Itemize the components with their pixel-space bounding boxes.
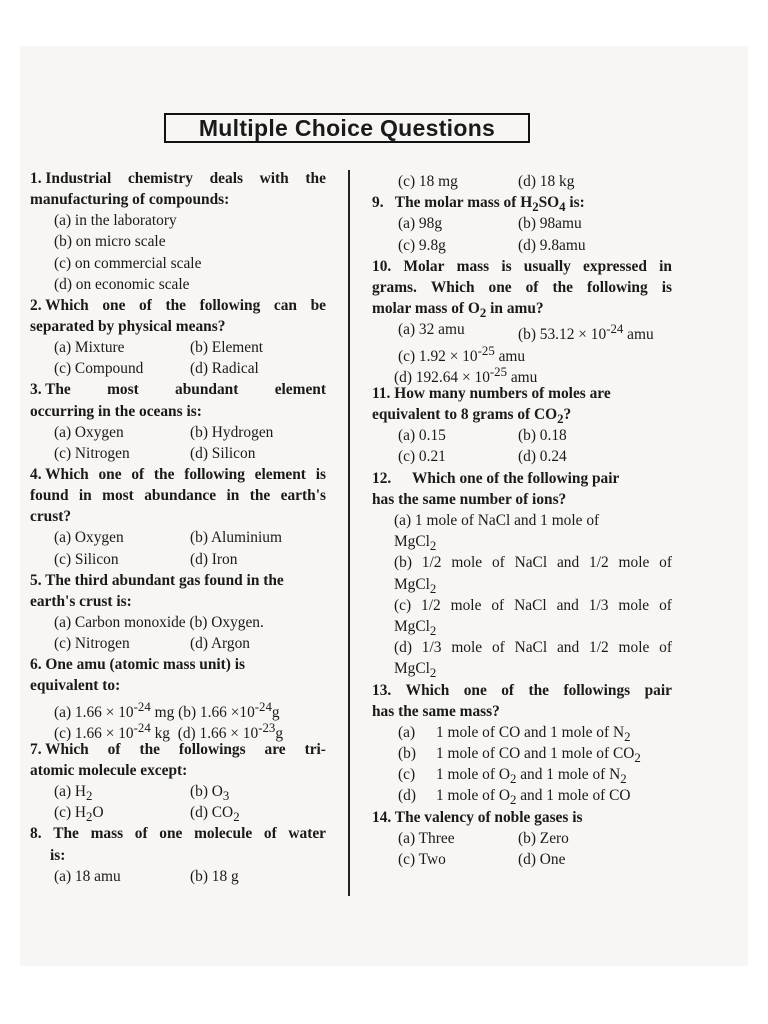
option-b: (b) 98amu (518, 215, 582, 233)
question-7: 7. Which of the followings are tri- (30, 740, 326, 758)
question-13: 13. Which one of the followings pair (372, 681, 672, 699)
option-a-cont: MgCl$_2$ (394, 533, 437, 554)
option-c: (c) 0.21 (398, 448, 446, 466)
question-10: 10. Molar mass is usually expressed in (372, 257, 672, 275)
option-b: (b) Hydrogen (190, 423, 274, 441)
option-d: (d) Radical (190, 360, 259, 378)
question-12: 12. Which one of the following pair (372, 469, 620, 487)
option-c: (c) 9.8g (398, 236, 446, 254)
question-5: 5. The third abundant gas found in the (30, 571, 284, 589)
option-row (30, 549, 326, 570)
option-b: (b) $53.12 \times 10^{-24}$ amu (518, 322, 654, 344)
option-d: (d) 1/3 mole of NaCl and 1/2 mole of (394, 639, 672, 657)
option-a: (a) 1 mole of CO and 1 mole of $N_2$ (398, 723, 631, 744)
option-d: (d) 18 kg (518, 173, 575, 190)
option-a: (a) 98g (398, 215, 443, 233)
option-row (372, 235, 672, 256)
option-b: (b) 0.18 (518, 427, 567, 445)
option-d: (d) on economic scale (54, 275, 190, 293)
option-d-cont: MgCl$_2$ (394, 660, 437, 681)
option-b-cont: MgCl$_2$ (394, 575, 437, 596)
option-row (30, 633, 326, 654)
option-c: (c) $1.92 \times 10^{-25}$ amu (398, 343, 526, 365)
option-row (30, 866, 326, 887)
question-text: separated by physical means? (30, 317, 226, 335)
option-a: (a) $H_2$ (54, 783, 93, 804)
option-a: (a) Three (398, 829, 455, 847)
question-6: 6. One amu (atomic mass unit) is (30, 656, 246, 674)
option-b: (b) $O_3$ (190, 783, 230, 804)
option-row (372, 828, 672, 849)
option-a: (a) $1.66 \times 10^{-24}$ mg (54, 699, 175, 721)
option-a: (a) in the laboratory (54, 212, 177, 230)
question-text: equivalent to: (30, 677, 121, 695)
option-b: (b) $1.66 \times 10^{-24}g$ (178, 699, 280, 721)
option-a: (a) 1 mole of NaCl and 1 mole of (394, 512, 600, 529)
option-c: (c) 18 mg (398, 173, 458, 190)
option-row (30, 781, 326, 802)
option-c-cont: MgCl$_2$ (394, 617, 437, 639)
option-c: (c) 1 mole of $O_2$ and 1 mole of $N_2$ (398, 766, 627, 787)
question-text: crust? (30, 508, 72, 526)
option-c: (c) 1/2 mole of NaCl and 1/3 mole of (394, 596, 672, 614)
question-text: atomic molecule except: (30, 761, 188, 779)
option-row (30, 443, 326, 464)
option-a: (a) Oxygen (54, 529, 124, 547)
question-4: 4. Which one of the following element is (30, 465, 326, 483)
option-row (30, 802, 326, 823)
option-ab: (a) Carbon monoxide (b) Oxygen. (54, 613, 264, 631)
option-d: (d) $CO_2$ (190, 804, 240, 825)
question-text: has the same mass? (372, 702, 500, 720)
option-row (372, 425, 672, 446)
option-c: (c) Two (398, 851, 446, 868)
option-b: (b) 1/2 mole of NaCl and 1/2 mole of (394, 554, 672, 572)
option-row (30, 358, 326, 379)
option-a: (a) Mixture (54, 339, 125, 357)
option-c: (c) Compound (54, 360, 144, 378)
question-11: 11. How many numbers of moles are (372, 384, 611, 402)
option-d: (d) Argon (190, 635, 250, 653)
page-title: Multiple Choice Questions (164, 113, 530, 143)
right-column (372, 171, 672, 870)
option-a: (a) 32 amu (398, 321, 465, 339)
option-row (372, 213, 672, 234)
option-row (372, 319, 672, 344)
question-text: occurring in the oceans is: (30, 402, 202, 420)
column-divider (348, 170, 350, 896)
option-row (30, 422, 326, 443)
option-c: (c) on commercial scale (54, 254, 202, 272)
left-column (30, 168, 326, 887)
question-8: 8. The mass of one molecule of water (30, 825, 326, 843)
question-text: grams. Which one of the following is (372, 278, 672, 296)
option-d: (d) One (518, 851, 566, 868)
option-d: (d) Silicon (190, 444, 256, 462)
option-row (30, 718, 326, 742)
question-text: earth's crust is: (30, 592, 132, 610)
option-b: (b) Aluminium (190, 529, 282, 547)
question-text: has the same number of ions? (372, 490, 567, 508)
option-d: (d) 1 mole of $O_2$ and 1 mole of CO (398, 787, 631, 808)
option-row (372, 171, 672, 192)
question-text: found in most abundance in the earth's (30, 487, 326, 505)
option-c: (c) $1.66 \times 10^{-24}$ kg (54, 720, 170, 742)
option-b: (b) Element (190, 339, 264, 357)
option-row (30, 527, 326, 548)
option-b: (b) 1 mole of CO and 1 mole of $CO_2$ (398, 745, 641, 766)
question-text: molar mass of $O_2$ in amu? (372, 300, 544, 321)
option-a: (a) 18 amu (54, 867, 121, 885)
question-14: 14. The valency of noble gases is (372, 808, 583, 826)
option-b: (b) on micro scale (54, 233, 166, 251)
option-a: (a) Oxygen (54, 423, 124, 441)
question-text: manufacturing of compounds: (30, 191, 230, 209)
option-c: (c) Nitrogen (54, 444, 130, 462)
option-row (30, 697, 326, 721)
question-2: 2. Which one of the following can be (30, 296, 326, 314)
question-1: 1. Industrial chemistry deals with the (30, 170, 326, 187)
option-d: (d) Iron (190, 550, 238, 568)
option-row (372, 446, 672, 467)
option-a: (a) 0.15 (398, 427, 446, 445)
option-c: (c) Silicon (54, 550, 119, 568)
option-d: (d) $1.66 \times 10^{-23}g$ (177, 720, 284, 742)
option-row (372, 849, 672, 870)
option-row (30, 337, 326, 358)
question-text: is: (50, 846, 66, 864)
option-d: (d) 9.8amu (518, 236, 586, 254)
option-c: (c) $H_2O$ (54, 804, 104, 825)
option-b: (b) 18 g (190, 867, 239, 885)
option-c: (c) Nitrogen (54, 635, 130, 653)
question-text: equivalent to 8 grams of $CO_2$? (372, 406, 572, 427)
option-d: (d) $192.64 \times 10^{-25}$ amu (394, 364, 538, 386)
question-3: 3. The most abundant element (30, 381, 326, 399)
question-9: 9. The molar mass of $H_2SO_4$ is: (372, 194, 585, 215)
option-b: (b) Zero (518, 829, 569, 847)
option-d: (d) 0.24 (518, 448, 567, 466)
